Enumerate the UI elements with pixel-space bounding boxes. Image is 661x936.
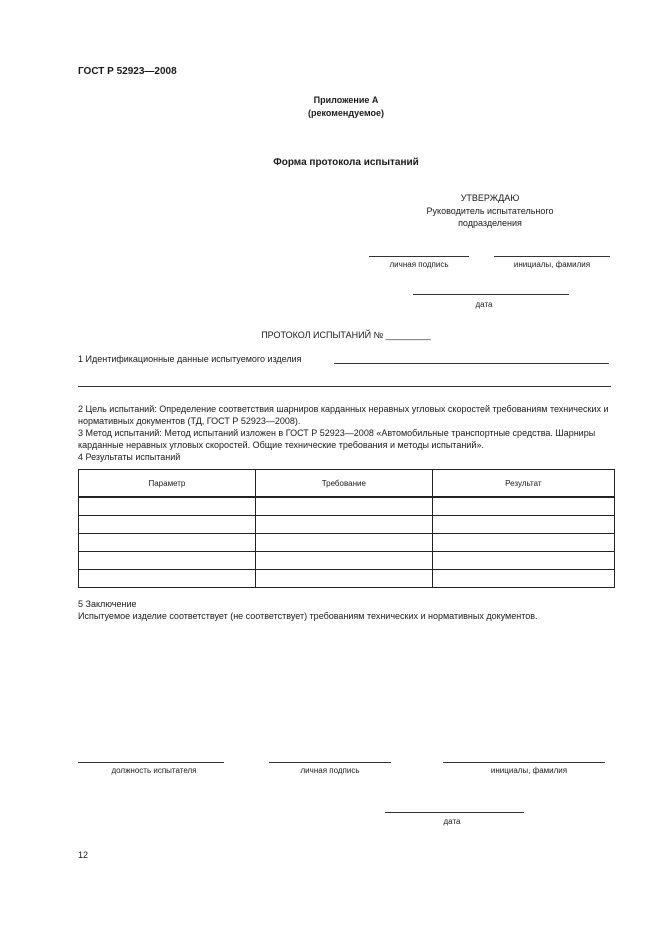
signature-caption: личная подпись	[300, 766, 360, 775]
approval-signature-line	[369, 256, 469, 257]
position-caption: должность испытателя	[111, 766, 197, 775]
table-cell	[432, 570, 614, 588]
table-cell	[432, 552, 614, 570]
table-cell	[432, 534, 614, 552]
appendix-status: (рекомендуемое)	[308, 108, 384, 118]
section-3: 3 Метод испытаний: Метод испытаний изложен в ГОСТ Р 52923—2008 «Автомобильные транспортные средства. Шарниры карданные неравных угловых скоростей. Общие технические требования и методы испытаний».	[78, 428, 596, 450]
table-row	[79, 570, 615, 588]
signature-line	[269, 762, 391, 763]
section-5-title: 5 Заключение	[78, 599, 137, 609]
section-1-fill-line	[334, 363, 609, 364]
section-5-text: Испытуемое изделие соответствует (не соответствует) требованиям технических и нормативных документов.	[78, 611, 538, 621]
table-cell	[79, 552, 256, 570]
section-1: 1 Идентификационные данные испытуемого изделия	[78, 354, 302, 364]
header-parameter: Параметр	[79, 470, 256, 498]
table-row	[79, 516, 615, 534]
approval-date-line	[413, 294, 569, 295]
table-cell	[79, 570, 256, 588]
approval-date-caption: дата	[475, 300, 493, 309]
table-cell	[432, 516, 614, 534]
approval-initials-caption: инициалы, фамилия	[513, 260, 591, 269]
table-cell	[255, 516, 432, 534]
table-cell	[255, 534, 432, 552]
approval-signature-caption: личная подпись	[389, 260, 449, 269]
table-cell	[255, 497, 432, 516]
date-caption: дата	[443, 817, 461, 826]
table-cell	[79, 516, 256, 534]
header-requirement: Требование	[255, 470, 432, 498]
table-row	[79, 552, 615, 570]
table-cell	[255, 552, 432, 570]
table-row	[79, 534, 615, 552]
date-line	[385, 812, 524, 813]
table-cell	[79, 534, 256, 552]
results-table	[78, 469, 615, 588]
approval-head-line1: Руководитель испытательного	[426, 206, 554, 216]
appendix-title: Приложение А	[313, 95, 379, 105]
table-row	[79, 497, 615, 516]
standard-header: ГОСТ Р 52923—2008	[78, 66, 177, 77]
page-number: 12	[78, 850, 89, 860]
approval-head-line2: подразделения	[458, 218, 522, 228]
initials-caption: инициалы, фамилия	[490, 766, 568, 775]
protocol-title: ПРОТОКОЛ ИСПЫТАНИЙ № _________	[261, 330, 431, 340]
position-line	[78, 762, 224, 763]
table-cell	[255, 570, 432, 588]
section-1-second-line	[78, 386, 611, 387]
approval-label: УТВЕРЖДАЮ	[460, 193, 520, 203]
section-4: 4 Результаты испытаний	[78, 452, 181, 462]
header-result: Результат	[432, 470, 614, 498]
initials-line	[443, 762, 605, 763]
table-cell	[432, 497, 614, 516]
form-title: Форма протокола испытаний	[273, 157, 419, 168]
table-header-row	[79, 470, 615, 498]
section-2: 2 Цель испытаний: Определение соответствия шарниров карданных неравных угловых скоростей требованиям технических и нормативных документов (ТД, ГОСТ Р 52923—2008).	[78, 404, 609, 426]
approval-initials-line	[494, 256, 610, 257]
table-cell	[79, 497, 256, 516]
